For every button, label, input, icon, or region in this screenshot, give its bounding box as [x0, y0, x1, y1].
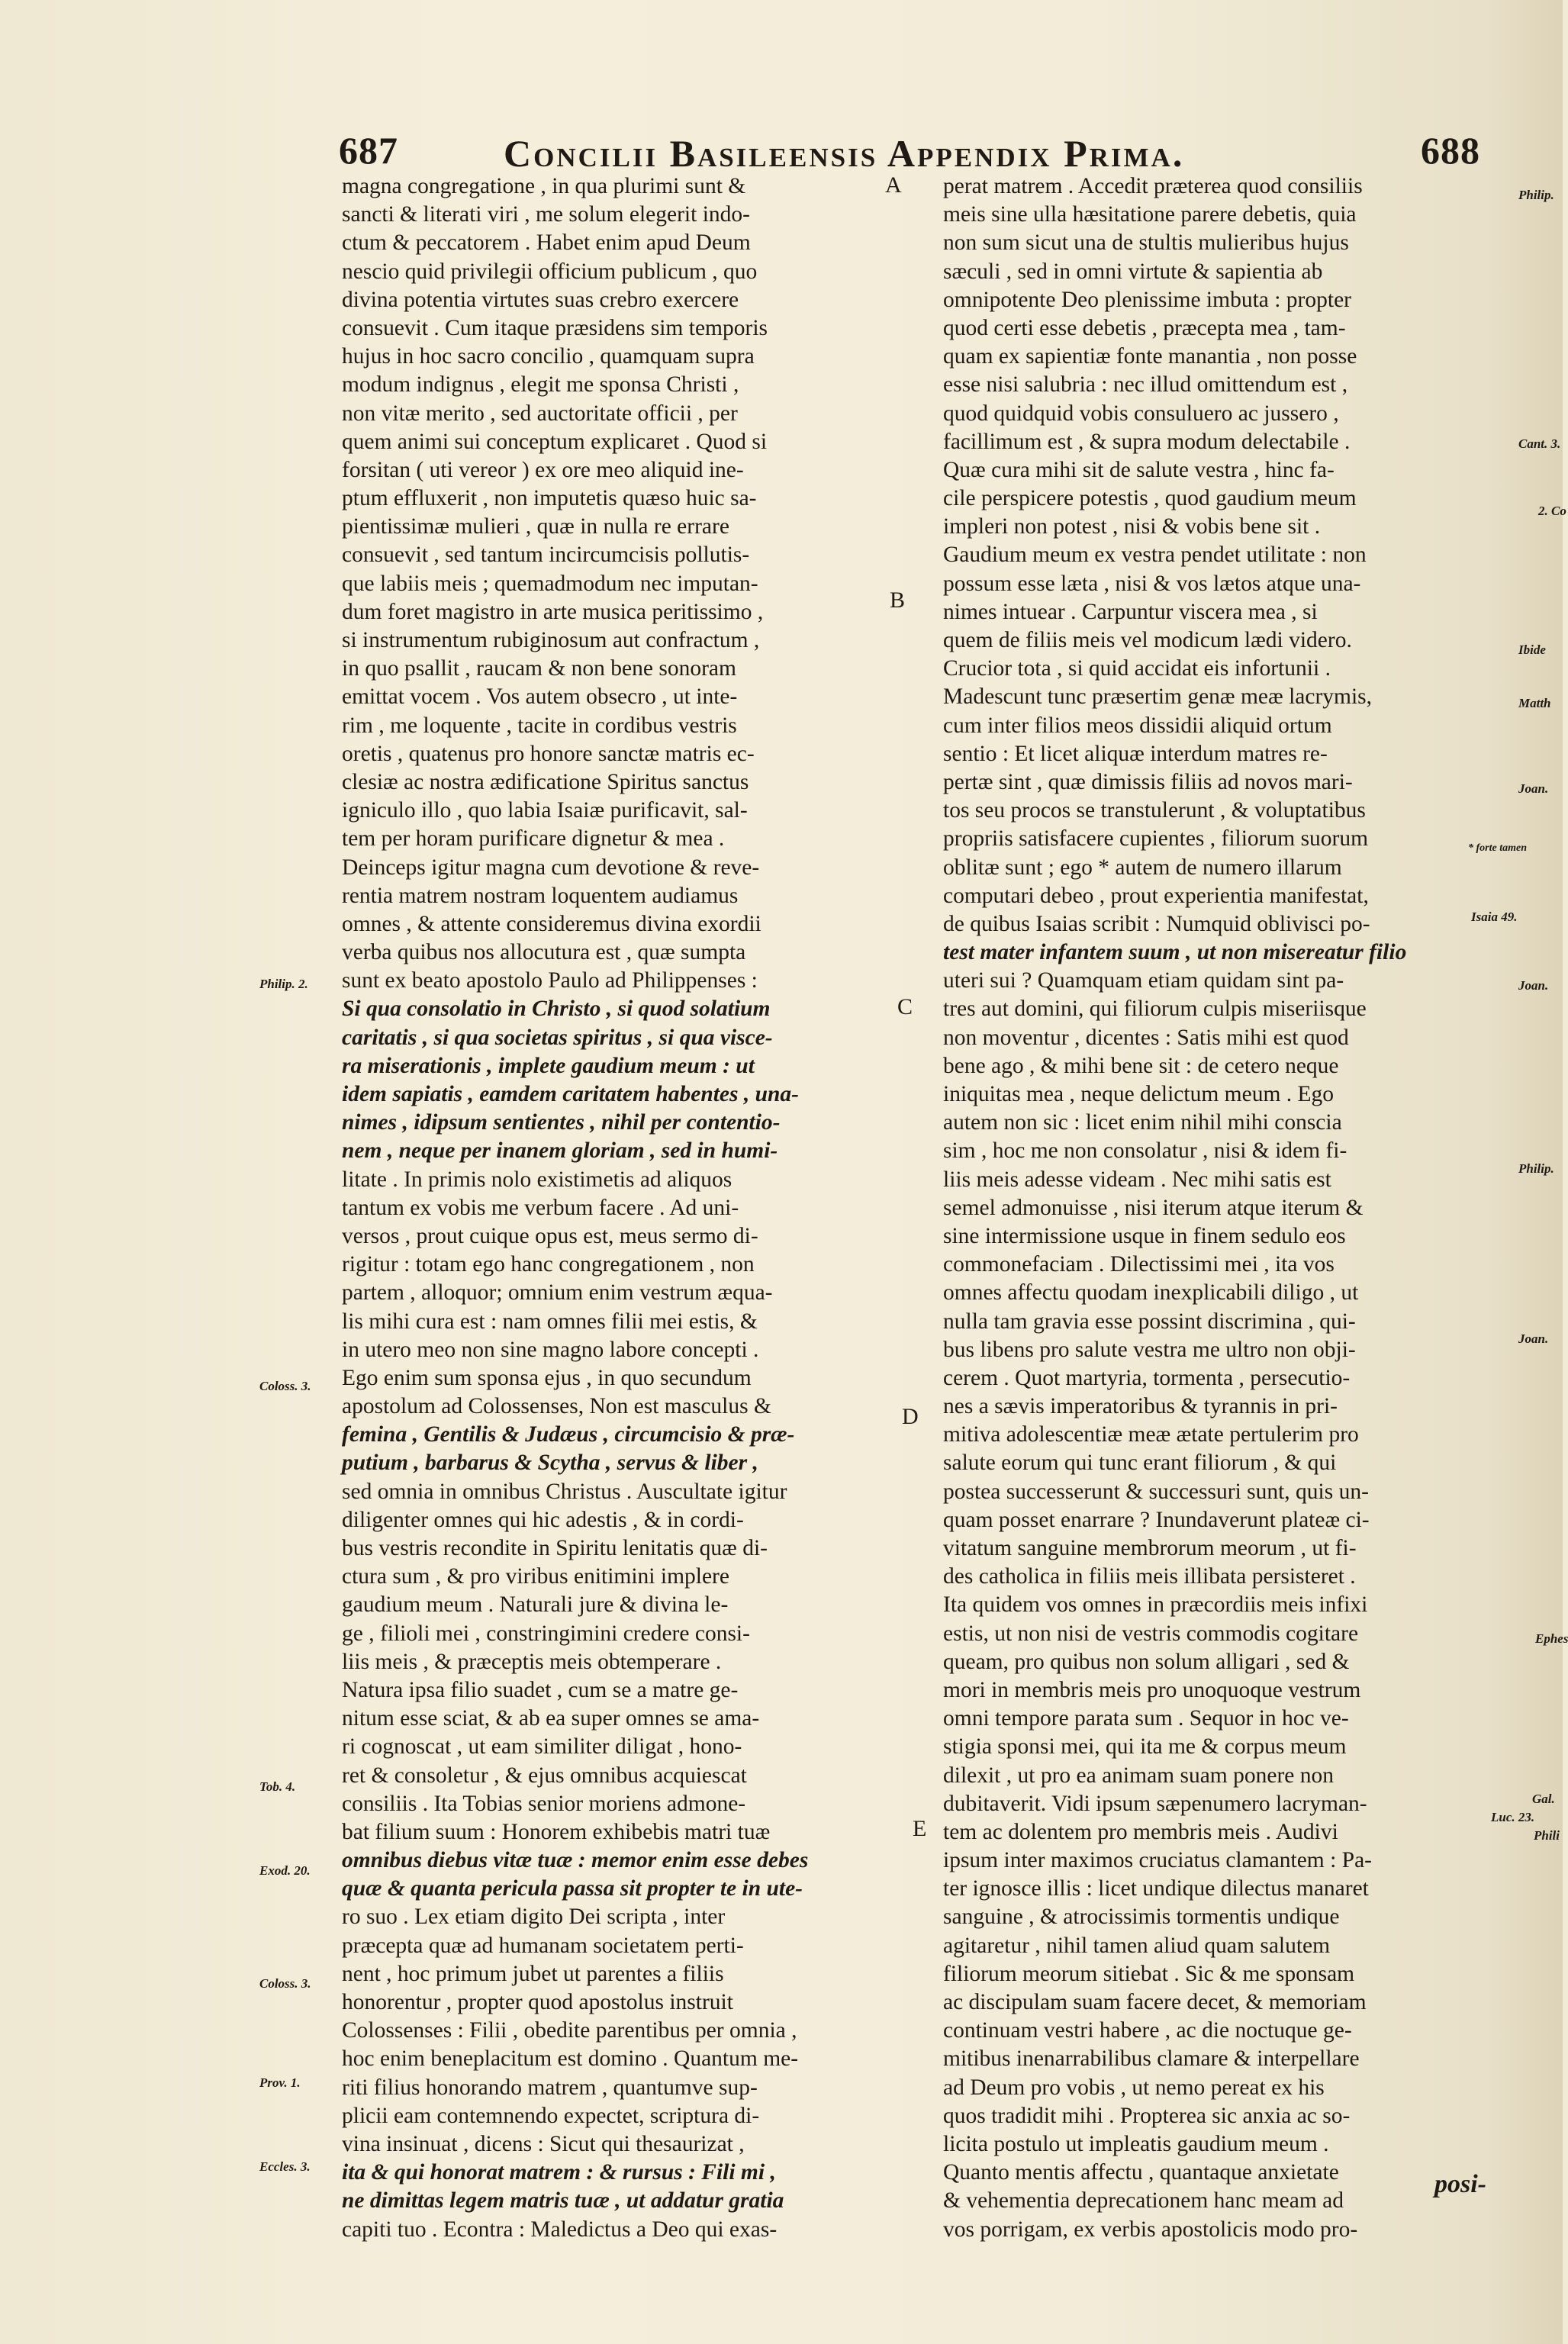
section-letter-c: C: [897, 994, 913, 1019]
right-line: sæculi , sed in omni virtute & sapientia ab: [943, 259, 1323, 284]
left-line: liis meis , & præceptis meis obtemperare .: [342, 1649, 722, 1674]
right-line: salute eorum qui tunc erant filiorum , & qui: [943, 1451, 1337, 1476]
left-line: sed omnia in omnibus Christus . Auscultate igitur: [342, 1479, 787, 1504]
left-line: bus vestris recondite in Spiritu lenitatis quæ di-: [342, 1536, 768, 1560]
left-line: putium , barbarus & Scytha , servus & liber ,: [342, 1451, 758, 1476]
right-line: Crucior tota , si quid accidat eis infortunii .: [943, 656, 1331, 681]
left-line: Colossenses : Filii , obedite parentibus per omnia ,: [342, 2018, 797, 2043]
right-line: quem de filiis meis vel modicum lædi videro.: [943, 628, 1352, 652]
right-line: esse nisi salubria : nec illud omittendum est ,: [943, 372, 1348, 398]
right-line: quos tradidit mihi . Propterea sic anxia ac so-: [943, 2103, 1351, 2128]
right-line: dubitaverit. Vidi ipsum sæpenumero lacryman-: [943, 1791, 1367, 1816]
left-line: rentia matrem nostram loquentem audiamus: [342, 883, 739, 908]
left-line: ri cognoscat , ut eam similiter diligat , hono-: [342, 1734, 742, 1760]
left-line: igniculo illo , quo labia Isaiæ purificavit, sal-: [342, 798, 748, 823]
right-line: oblitæ sunt ; ego * autem de numero illarum: [943, 855, 1342, 880]
left-line: non vitæ merito , sed auctoritate officii , per: [342, 401, 738, 426]
left-line: ne dimittas legem matris tuæ , ut addatur gratia: [342, 2188, 784, 2214]
left-line: partem , alloquor; omnium enim vestrum æqua-: [342, 1280, 773, 1306]
left-line: oretis , quatenus pro honore sanctæ matris ec-: [342, 741, 755, 766]
margin-ref-r-gal: Gal.: [1532, 1792, 1555, 1806]
margin-ref-r-phili: Phili: [1534, 1828, 1560, 1843]
right-line: ter ignosce illis : licet undique dilectus manaret: [943, 1876, 1369, 1901]
left-line: consuevit . Cum itaque præsidens sim temporis: [342, 315, 768, 340]
right-line: omni tempore parata sum . Sequor in hoc ve-: [943, 1706, 1349, 1731]
margin-ref-r-ephes: Ephes: [1535, 1631, 1568, 1646]
right-line: continuam vestri habere , ac die noctuque ge-: [943, 2018, 1352, 2043]
margin-ref-coloss-1: Coloss. 3.: [259, 1379, 311, 1393]
section-letter-e: E: [913, 1816, 927, 1841]
left-line: que labiis meis ; quemadmodum nec imputan-: [342, 571, 758, 596]
right-line: ipsum inter maximos cruciatus clamantem : Pa-: [943, 1848, 1372, 1873]
right-line: autem non sic : licet enim nihil mihi conscia: [943, 1110, 1342, 1135]
right-line: stigia sponsi mei, qui ita me & corpus meum: [943, 1734, 1347, 1760]
left-line: Deinceps igitur magna cum devotione & reve-: [342, 855, 760, 880]
page-number-right: 688: [1421, 129, 1480, 172]
left-line: consiliis . Ita Tobias senior moriens admone-: [342, 1791, 746, 1816]
right-line: mori in membris meis pro unoquoque vestrum: [943, 1677, 1361, 1702]
margin-ref-coloss-2: Coloss. 3.: [259, 1976, 311, 1991]
margin-note-forte-tamen: * forte tamen: [1468, 842, 1527, 854]
right-line: non sum sicut una de stultis mulieribus hujus: [943, 230, 1349, 256]
left-line: capiti tuo . Econtra : Maledictus a Deo qui exas-: [342, 2217, 778, 2242]
right-line: omnipotente Deo plenissime imbuta : propter: [943, 287, 1351, 312]
right-line: nes a sævis imperatoribus & tyrannis in pri-: [943, 1394, 1338, 1419]
left-line: ctum & peccatorem . Habet enim apud Deum: [342, 230, 751, 256]
left-line: tantum ex vobis me verbum facere . Ad uni-: [342, 1195, 739, 1220]
right-line: uteri sui ? Quamquam etiam quidam sint pa-: [943, 968, 1344, 993]
left-line: forsitan ( uti vereor ) ex ore meo aliquid ine-: [342, 457, 744, 482]
margin-ref-r-cant: Cant. 3.: [1518, 436, 1561, 451]
right-line: mitiva adolescentiæ meæ ætate pertulerim pro: [943, 1422, 1359, 1447]
right-line: quod certi esse debetis , præcepta mea , tam-: [943, 315, 1346, 340]
margin-ref-r-joan-1: Joan.: [1518, 781, 1549, 796]
left-line: sancti & literati viri , me solum elegerit indo-: [342, 202, 750, 227]
left-line: nescio quid privilegii officium publicum , quo: [342, 259, 758, 284]
margin-ref-exod: Exod. 20.: [259, 1863, 311, 1878]
section-letter-a: A: [885, 172, 902, 198]
margin-ref-r-philip-1: Philip.: [1518, 188, 1554, 202]
left-line: Ego enim sum sponsa ejus , in quo secundum: [342, 1365, 752, 1390]
right-line: vitatum sanguine membrorum meorum , ut fi-: [943, 1536, 1357, 1560]
right-line: quod quidquid vobis consuluero ac jussero ,: [943, 401, 1339, 426]
right-line: cerem . Quot martyria, tormenta , persecutio-: [943, 1365, 1351, 1390]
left-line: omnes , & attente consideremus divina exordii: [342, 911, 761, 936]
right-line: Gaudium meum ex vestra pendet utilitate : non: [943, 543, 1367, 568]
left-line: rim , me loquente , tacite in cordibus vestris: [342, 713, 737, 738]
left-line: hoc enim beneplacitum est domino . Quantum me-: [342, 2046, 799, 2072]
right-line: licita postulo ut impleatis gaudium meum .: [943, 2131, 1329, 2156]
right-line: des catholica in filiis meis illibata persisteret .: [943, 1564, 1356, 1589]
right-line: Quanto mentis affectu , quantaque anxietate: [943, 2160, 1339, 2185]
left-line: Natura ipsa filio suadet , cum se a matre ge-: [342, 1677, 739, 1702]
left-line: ra miserationis , implete gaudium meum : ut: [342, 1053, 755, 1078]
right-line: sanguine , & atrocissimis tormentis undique: [943, 1904, 1340, 1930]
right-column-text: [943, 172, 1489, 2244]
section-letter-b: B: [890, 588, 906, 613]
left-line: honorentur , propter quod apostolus instruit: [342, 1990, 733, 2014]
page-number-left: 687: [339, 129, 398, 172]
margin-ref-r-matth: Matth: [1518, 696, 1551, 710]
left-line: ro suo . Lex etiam digito Dei scripta , inter: [342, 1904, 726, 1930]
right-line: propriis satisfacere cupientes , filiorum suorum: [943, 826, 1369, 852]
left-line: dum foret magistro in arte musica peritissimo ,: [342, 599, 764, 624]
right-line: computari debeo , prout experientia manifestat,: [943, 883, 1369, 908]
left-line: ptum effluxerit , non imputetis quæso huic sa-: [342, 486, 757, 511]
right-line: possum esse læta , nisi & vos lætos atque una-: [943, 571, 1361, 596]
left-line: hujus in hoc sacro concilio , quamquam supra: [342, 344, 755, 369]
left-line: verba quibus nos allocutura est , quæ sumpta: [342, 940, 746, 965]
left-line: idem sapiatis , eamdem caritatem habentes , una-: [342, 1082, 800, 1106]
left-line: plicii eam contemnendo expectet, scriptura di-: [342, 2103, 760, 2128]
right-line: de quibus Isaias scribit : Numquid oblivisci po-: [943, 911, 1370, 936]
margin-ref-r-ibidem: Ibide: [1518, 642, 1546, 657]
right-line: liis meis adesse videam . Nec mihi satis est: [943, 1167, 1331, 1192]
left-line: divina potentia virtutes suas crebro exercere: [342, 287, 739, 312]
left-line: nitum esse sciat, & ab ea super omnes se ama-: [342, 1706, 760, 1731]
left-line: ret & consoletur , & ejus omnibus acquiescat: [342, 1763, 747, 1788]
right-line: & vehementia deprecationem hanc meam ad: [943, 2188, 1344, 2214]
right-line: Quæ cura mihi sit de salute vestra , hinc fa-: [943, 457, 1335, 482]
left-line: nem , neque per inanem gloriam , sed in humi-: [342, 1138, 778, 1164]
right-line: nimes intuear . Carpuntur viscera mea , si: [943, 599, 1318, 624]
left-line: in quo psallit , raucam & non bene sonoram: [342, 656, 736, 681]
left-line: quem animi sui conceptum explicaret . Quod si: [342, 429, 768, 454]
right-line: tres aut domini, qui filiorum culpis miseriisque: [943, 997, 1367, 1022]
right-line: filiorum meorum sitiebat . Sic & me sponsam: [943, 1961, 1355, 1986]
left-line: rigitur : totam ego hanc congregationem , non: [342, 1252, 755, 1277]
left-line: tem per horam purificare dignetur & mea .: [342, 826, 725, 852]
right-line: semel admonuisse , nisi iterum atque iterum &: [943, 1195, 1364, 1220]
right-line: postea successerunt & successuri sunt, quis un-: [943, 1479, 1369, 1504]
left-line: bat filium suum : Honorem exhibebis matri tuæ: [342, 1819, 771, 1844]
left-line: diligenter omnes qui hic adestis , & in cordi-: [342, 1507, 744, 1532]
right-line: cum inter filios meos dissidii aliquid ortum: [943, 713, 1332, 738]
right-line: ac discipulam suam facere decet, & memoriam: [943, 1990, 1367, 2014]
left-line: quæ & quanta pericula passa sit propter te in ute-: [342, 1876, 803, 1901]
margin-ref-r-philip-2: Philip.: [1518, 1161, 1554, 1176]
left-line: apostolum ad Colossenses, Non est masculus &: [342, 1394, 771, 1419]
left-line: consuevit , sed tantum incircumcisis pollutis-: [342, 543, 750, 568]
margin-ref-r-2co: 2. Co: [1538, 504, 1566, 518]
left-line: modum indignus , elegit me sponsa Christi ,: [342, 372, 739, 398]
right-line: iniquitas mea , neque delictum meum . Ego: [943, 1082, 1335, 1106]
left-line: nent , hoc primum jubet ut parentes a filiis: [342, 1961, 724, 1986]
left-column-text: [342, 172, 891, 2244]
right-line: queam, pro quibus non solum alligari , sed &: [943, 1649, 1350, 1674]
right-line: mitibus inenarrabilibus clamare & interpellare: [943, 2046, 1360, 2072]
left-line: clesiæ ac nostra ædificatione Spiritus sanctus: [342, 769, 749, 794]
right-line: impleri non potest , nisi & vobis bene sit .: [943, 514, 1321, 539]
running-title: Concilii Basileensis Appendix Prima.: [504, 132, 1185, 175]
left-line: præcepta quæ ad humanam societatem perti-: [342, 1933, 744, 1958]
margin-ref-eccles: Eccles. 3.: [259, 2159, 311, 2174]
right-line: facillimum est , & supra modum delectabile .: [943, 429, 1351, 454]
right-line: agitaretur , nihil tamen aliud quam salutem: [943, 1933, 1331, 1958]
left-line: emittat vocem . Vos autem obsecro , ut inte-: [342, 684, 738, 710]
right-line: bus libens pro salute vestra me ultro non obji-: [943, 1337, 1356, 1362]
right-line: estis, ut non nisi de vestris commodis cogitare: [943, 1621, 1359, 1646]
right-line: test mater infantem suum , ut non misereatur filio: [943, 940, 1407, 965]
left-line: gaudium meum . Naturali jure & divina le-: [342, 1592, 729, 1618]
right-line: pertæ sint , quæ dimissis filiis ad novos mari-: [943, 769, 1353, 794]
margin-ref-r-isaia: Isaia 49.: [1471, 910, 1518, 924]
right-line: Madescunt tunc præsertim genæ meæ lacrymis,: [943, 684, 1373, 710]
left-line: pientissimæ mulieri , quæ in nulla re errare: [342, 514, 729, 539]
right-line: sine intermissione usque in finem sedulo eos: [943, 1223, 1346, 1248]
right-line: bene ago , & mihi bene sit : de cetero neque: [943, 1053, 1339, 1078]
left-line: lis mihi cura est : nam omnes filii mei estis, &: [342, 1309, 758, 1334]
right-line: dilexit , ut pro ea animam suam ponere non: [943, 1763, 1335, 1788]
right-line: vos porrigam, ex verbis apostolicis modo pro-: [943, 2217, 1358, 2242]
left-line: ge , filioli mei , constringimini credere consi-: [342, 1621, 750, 1646]
right-line: nulla tam gravia esse possint discrimina , qui-: [943, 1309, 1356, 1334]
left-line: litate . In primis nolo existimetis ad aliquos: [342, 1167, 732, 1192]
right-line: Ita quidem vos omnes in præcordiis meis infixi: [943, 1592, 1368, 1618]
left-line: vina insinuat , dicens : Sicut qui thesaurizat ,: [342, 2131, 745, 2156]
left-line: omnibus diebus vitæ tuæ : memor enim esse debes: [342, 1848, 809, 1873]
margin-ref-r-luc: Luc. 23.: [1491, 1810, 1535, 1824]
right-line: quam ex sapientiæ fonte manantia , non posse: [943, 344, 1357, 369]
left-line: femina , Gentilis & Judæus , circumcisio & præ-: [342, 1422, 795, 1447]
left-line: nimes , idipsum sentientes , nihil per contentio-: [342, 1110, 781, 1135]
right-line: sentio : Et licet aliquæ interdum matres re-: [943, 741, 1328, 766]
right-line: commonefaciam . Dilectissimi mei , ita vos: [943, 1252, 1335, 1277]
left-line: ita & qui honorat matrem : & rursus : Fili mi ,: [342, 2160, 776, 2185]
margin-ref-tob: Tob. 4.: [259, 1779, 296, 1794]
margin-ref-prov: Prov. 1.: [259, 2075, 301, 2090]
right-line: omnes affectu quodam inexplicabili diligo , ut: [943, 1280, 1359, 1306]
catchword: posi-: [1434, 2170, 1486, 2198]
right-line: perat matrem . Accedit præterea quod consiliis: [943, 174, 1363, 198]
left-line: ctura sum , & pro viribus enitimini implere: [342, 1564, 729, 1589]
right-line: non moventur , dicentes : Satis mihi est quod: [943, 1025, 1349, 1050]
right-line: sim , hoc me non consolatur , nisi & idem fi-: [943, 1138, 1347, 1164]
left-line: versos , prout cuique opus est, meus sermo di-: [342, 1223, 758, 1248]
margin-ref-philip: Philip. 2.: [259, 977, 308, 991]
left-line: caritatis , si qua societas spiritus , si qua visce-: [342, 1025, 773, 1050]
right-line: tos seu procos se transtulerunt , & voluptatibus: [943, 798, 1366, 823]
left-line: magna congregatione , in qua plurimi sunt &: [342, 174, 746, 198]
right-line: quam posset enarrare ? Inundaverunt plateæ ci-: [943, 1507, 1370, 1532]
right-line: cile perspicere potestis , quod gaudium meum: [943, 486, 1357, 511]
left-line: riti filius honorando matrem , quantumve sup-: [342, 2075, 758, 2100]
left-line: Si qua consolatio in Christo , si quod solatium: [342, 997, 771, 1022]
left-line: si instrumentum rubiginosum aut confractum ,: [342, 628, 760, 652]
right-line: meis sine ulla hæsitatione parere debetis, quia: [943, 202, 1357, 227]
margin-ref-r-joan-3: Joan.: [1518, 1331, 1549, 1346]
right-line: tem ac dolentem pro membris meis . Audivi: [943, 1819, 1338, 1844]
right-line: ad Deum pro vobis , ut nemo pereat ex his: [943, 2075, 1325, 2100]
left-line: sunt ex beato apostolo Paulo ad Philippenses :: [342, 968, 758, 993]
left-line: in utero meo non sine magno labore concepti .: [342, 1337, 759, 1362]
section-letter-d: D: [902, 1404, 919, 1429]
margin-ref-r-joan-2: Joan.: [1518, 978, 1549, 993]
